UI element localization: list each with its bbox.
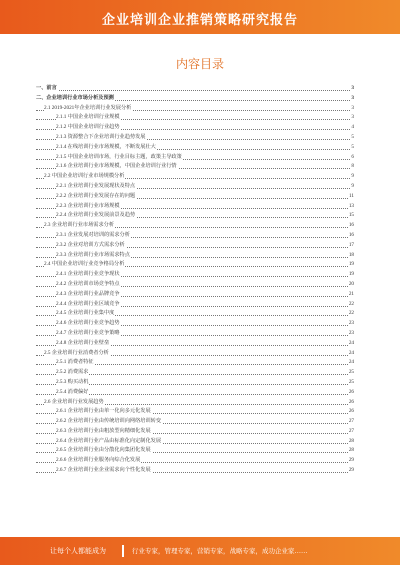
toc-entry[interactable] (36, 84, 354, 94)
toc-entry[interactable] (36, 407, 354, 417)
toc-entry-page: 19 (348, 270, 354, 280)
toc-entry-page: 28 (348, 437, 354, 447)
toc-entry[interactable] (36, 446, 354, 456)
toc-entry-page: 26 (348, 407, 354, 417)
toc-entry[interactable] (36, 211, 354, 221)
toc-entry-page: 24 (348, 349, 354, 359)
toc-entry-page: 3 (350, 94, 354, 104)
toc-entry-text: 2.5.4 消费偏好 (56, 388, 89, 395)
toc-entry[interactable] (36, 339, 354, 349)
toc-entry-text: 2.1.2 中国企业培训行业趋势 (56, 124, 120, 131)
table-of-contents (36, 84, 354, 476)
toc-entry-text: 2.4.5 企业培训行业集中度 (56, 310, 115, 317)
toc-entry-text: 2.4.3 企业培训行业品牌竞争 (56, 290, 120, 297)
toc-entry[interactable] (36, 251, 354, 261)
toc-entry-text: 2.4.7 企业培训行业竞争策略 (56, 329, 120, 336)
toc-entry-text: 2.1 2019-2021年企业培训行业发展分析 (44, 104, 132, 111)
toc-entry-page: 6 (350, 153, 354, 163)
toc-entry-text: 2.2.2 企业培训行业发展存在的问题 (56, 192, 136, 199)
toc-entry[interactable] (36, 378, 354, 388)
toc-entry[interactable] (36, 437, 354, 447)
toc-entry-page: 29 (348, 466, 354, 476)
toc-entry-text: 2.5.3 购买动机 (56, 378, 89, 385)
toc-entry-text: 2.4.6 企业培训行业竞争趋势 (56, 320, 120, 327)
toc-entry-text: 2.6.4 企业培训行业产品由标准化向定制化发展 (56, 437, 162, 444)
toc-entry-text: 2.2.4 企业培训行业发展前景及趋势 (56, 212, 136, 219)
toc-entry-text: 2.2 中国企业培训行业市场规模分析 (44, 173, 125, 180)
toc-entry[interactable] (36, 270, 354, 280)
toc-entry[interactable] (36, 368, 354, 378)
toc-entry-page: 11 (348, 192, 354, 202)
toc-entry-text: 2.6.1 企业培训行业由单一化向多元化发展 (56, 408, 151, 415)
toc-entry-page: 23 (348, 329, 354, 339)
toc-entry-page: 20 (348, 280, 354, 290)
footer-tagline: 行业专家，管理专家，营销专家，战略专家，成功企业家…… (132, 547, 308, 555)
toc-entry-text: 2.6.3 企业培训行业由粗放型向精细化发展 (56, 427, 151, 434)
toc-entry-page: 26 (348, 388, 354, 398)
toc-entry[interactable] (36, 231, 354, 241)
toc-entry-text: 2.1.4 在线培训行业市场规模，不断发展壮大 (56, 143, 156, 150)
toc-entry-text: 2.5 企业培训行业消费者分析 (44, 349, 109, 356)
toc-entry[interactable] (36, 309, 354, 319)
toc-entry-text: 2.6.6 企业培训行业服务向综合化发展 (56, 457, 141, 464)
toc-leader-dots (36, 90, 354, 91)
toc-entry[interactable] (36, 143, 354, 153)
toc-entry-page: 17 (348, 241, 354, 251)
toc-entry[interactable] (36, 358, 354, 368)
toc-entry-page: 24 (348, 358, 354, 368)
toc-entry[interactable] (36, 329, 354, 339)
report-title: 企业培训企业推销策略研究报告 (101, 13, 298, 28)
toc-entry[interactable] (36, 162, 354, 172)
toc-entry-page: 25 (348, 368, 354, 378)
toc-entry-text: 2.4 中国企业培训行业竞争格局分析 (44, 261, 125, 268)
toc-entry[interactable] (36, 349, 354, 359)
toc-entry-page: 26 (348, 398, 354, 408)
toc-entry-text: 2.6.2 企业培训行业由传统培训向网络培训转变 (56, 418, 162, 425)
toc-entry[interactable] (36, 113, 354, 123)
footer-slogan: 让每个人都能成为 (50, 547, 106, 555)
toc-entry[interactable] (36, 153, 354, 163)
toc-entry[interactable] (36, 417, 354, 427)
toc-entry[interactable] (36, 221, 354, 231)
toc-entry-text: 2.3 企业培训行业市场需求分析 (44, 222, 115, 229)
toc-entry-text: 2.2.1 企业培训行业发展现状及特点 (56, 182, 136, 189)
toc-entry-page: 16 (348, 231, 354, 241)
toc-entry-text: 2.1.6 企业培训行业市场规模，中国企业培训行业行情 (56, 163, 177, 170)
toc-entry-page: 5 (350, 143, 354, 153)
toc-entry-page: 21 (348, 290, 354, 300)
toc-entry-text: 2.4.2 企业培训市场竞争特点 (56, 280, 120, 287)
toc-entry-text: 2.6 企业培训行业发展趋势 (44, 398, 104, 405)
toc-entry-text: 2.3.2 企业对培训方式需求分析 (56, 241, 125, 248)
toc-entry-page: 23 (348, 319, 354, 329)
toc-entry-page: 28 (348, 446, 354, 456)
toc-entry[interactable] (36, 398, 354, 408)
toc-entry-text: 2.5.1 消费者特征 (56, 359, 94, 366)
toc-entry-page: 22 (348, 309, 354, 319)
toc-entry[interactable] (36, 280, 354, 290)
toc-entry[interactable] (36, 466, 354, 476)
toc-entry-page: 3 (350, 113, 354, 123)
toc-entry-text: 2.6.7 企业培训行业企业需求向个性化发展 (56, 467, 151, 474)
toc-entry-page: 9 (350, 172, 354, 182)
toc-entry-page: 18 (348, 251, 354, 261)
header-bar (0, 0, 400, 34)
toc-entry[interactable] (36, 123, 354, 133)
toc-entry[interactable] (36, 182, 354, 192)
toc-entry-page: 16 (348, 221, 354, 231)
toc-entry-text: 2.1.1 中国企业培训行业规模 (56, 114, 120, 121)
footer-bar (0, 537, 400, 565)
toc-entry[interactable] (36, 202, 354, 212)
toc-entry[interactable] (36, 172, 354, 182)
toc-entry[interactable] (36, 94, 354, 104)
toc-entry-page: 3 (350, 104, 354, 114)
toc-entry-page: 22 (348, 300, 354, 310)
toc-entry-text: 2.4.8 企业培训行业壁垒 (56, 339, 110, 346)
toc-entry-page: 9 (350, 182, 354, 192)
toc-entry-text: 2.1.3 资源整合下企业培训行业趋势发展 (56, 133, 146, 140)
toc-entry-page: 3 (350, 84, 354, 94)
toc-entry-text: 二、企业培训行业市场分析及预测 (36, 94, 114, 101)
toc-entry-text: 2.2.3 企业培训行业市场规模 (56, 202, 120, 209)
toc-entry[interactable] (36, 319, 354, 329)
toc-title: 内容目录 (175, 57, 224, 71)
toc-entry-page: 29 (348, 456, 354, 466)
toc-entry[interactable] (36, 241, 354, 251)
toc-entry[interactable] (36, 260, 354, 270)
toc-entry[interactable] (36, 104, 354, 114)
toc-entry-text: 2.4.4 企业培训行业区域竞争 (56, 300, 120, 307)
toc-entry[interactable] (36, 300, 354, 310)
toc-entry-page: 27 (348, 427, 354, 437)
toc-entry-page: 13 (348, 202, 354, 212)
toc-entry-page: 25 (348, 378, 354, 388)
toc-entry-text: 2.3.1 企业发展对培训的需求分析 (56, 231, 130, 238)
toc-entry-page: 24 (348, 339, 354, 349)
toc-entry[interactable] (36, 133, 354, 143)
toc-entry[interactable] (36, 290, 354, 300)
toc-entry-text: 2.6.5 企业培训行业由分散化向集团化发展 (56, 447, 151, 454)
toc-entry[interactable] (36, 192, 354, 202)
toc-entry-page: 4 (350, 123, 354, 133)
toc-entry-text: 一、前言 (36, 85, 57, 91)
toc-entry-page: 19 (348, 260, 354, 270)
toc-entry[interactable] (36, 456, 354, 466)
toc-entry-text: 2.1.5 中国企业培训市场，行业目标主题，政策主导政策 (56, 153, 182, 160)
toc-entry[interactable] (36, 388, 354, 398)
toc-entry-page: 8 (350, 162, 354, 172)
toc-entry-text: 2.5.2 消费需求 (56, 369, 89, 376)
toc-entry-text: 2.4.1 企业培训行业竞争现状 (56, 271, 120, 278)
toc-entry-text: 2.3.3 企业培训行业市场需求特点 (56, 251, 130, 258)
toc-entry-page: 27 (348, 417, 354, 427)
toc-entry-page: 5 (350, 133, 354, 143)
toc-entry-page: 15 (348, 211, 354, 221)
toc-entry[interactable] (36, 427, 354, 437)
footer-divider (122, 545, 124, 557)
